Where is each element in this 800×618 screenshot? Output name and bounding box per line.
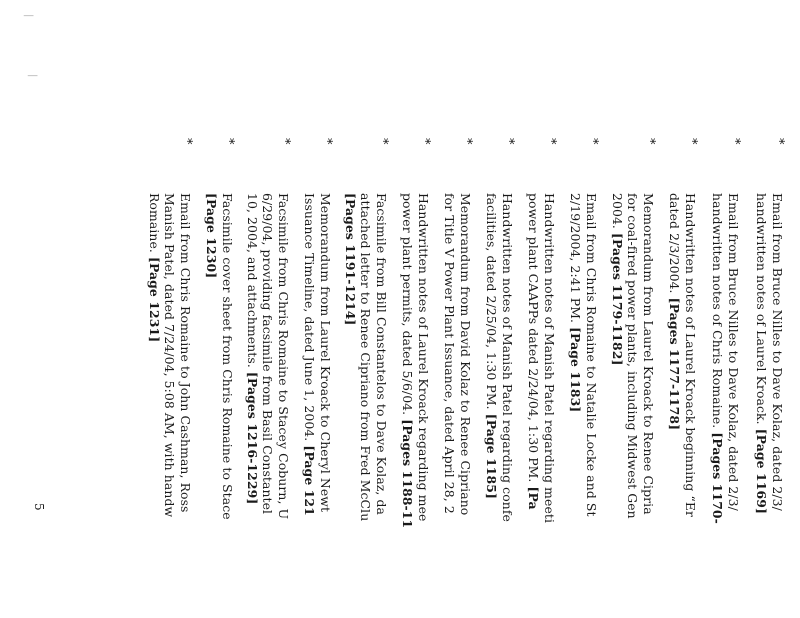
page-reference: [Page 1231] — [147, 256, 162, 343]
entry-text — [667, 193, 698, 517]
entry-text — [400, 193, 431, 528]
entry-line — [625, 193, 641, 519]
entry-line — [162, 193, 178, 517]
entry-line-text: Facsimile from Chris Romaine to Stacey Coburn, U — [276, 193, 291, 520]
page-reference: [Pages 1177-1178] — [667, 297, 683, 431]
entry-line — [610, 193, 626, 519]
bullet-marker: * — [459, 138, 474, 145]
entry-line-text: Email from Bruce Nilles to Dave Kolaz, dated 2/3/ — [770, 193, 785, 511]
entry-line-text: Facsimile from Bill Constantelos to Dave Kolaz, da — [374, 193, 389, 516]
entry-line — [442, 193, 458, 515]
entry-line — [400, 193, 416, 528]
entry-line — [754, 193, 770, 514]
entry-line — [416, 193, 432, 528]
page-reference: [Pa — [526, 486, 542, 510]
bullet-marker: * — [771, 138, 786, 145]
entry-line — [204, 193, 220, 520]
entry-line-text: Email from Chris Romaine to Natalie Locke and St — [584, 193, 599, 517]
bullet-marker: * — [319, 138, 334, 145]
bullet-marker: * — [179, 138, 194, 145]
entry-line — [245, 193, 261, 519]
page-reference: [Pages 1188-11 — [400, 419, 416, 529]
entry-line-text: power plant CAAPPs dated 2/24/04, 1:30 PM. — [526, 193, 542, 487]
bullet-marker: * — [684, 138, 699, 145]
entry-text — [710, 193, 741, 524]
page-reference: [Pages 1191-1214] — [343, 193, 358, 326]
entry-text — [204, 193, 235, 520]
entry-text — [568, 193, 599, 517]
entry-line — [260, 193, 276, 519]
entry-text — [245, 193, 292, 519]
entry-text — [526, 193, 557, 523]
entry-line — [641, 193, 657, 519]
entry-line-text: power plant permits, dated 5/6/04. — [400, 193, 416, 420]
bullet-marker: * — [375, 138, 390, 145]
entry-line-text: handwritten notes of Chris Romaine. — [710, 193, 726, 433]
scan-mark: | — [23, 14, 34, 18]
entry-line — [726, 193, 742, 524]
bullet-marker: * — [642, 138, 657, 145]
entry-line-text: Memorandum from Laurel Kroack to Renee Cipria — [641, 193, 656, 515]
page-reference: [Page 1169] — [754, 428, 770, 514]
entry-line-text: for coal-fired power plants, including Midwest Gen — [625, 193, 641, 519]
entry-line-text: Handwritten notes of Manish Patel regarding meeti — [542, 193, 557, 524]
entry-line-text: Memorandum from Laurel Kroack to Cheryl Newt — [318, 193, 333, 513]
page-reference: [Page 121 — [302, 445, 318, 516]
entry-line-text: Handwritten notes of Laurel Kroack beginning “Er — [683, 193, 698, 518]
entry-line-text: Email from Chris Romaine to John Cashman, Ross — [178, 193, 193, 513]
page-number: 5 — [32, 503, 46, 511]
entry-line — [710, 193, 726, 524]
page-reference: [Pages 1216-1229] — [245, 371, 260, 505]
entry-line — [770, 193, 786, 514]
entry-line-text: for Title V Power Plant Issuance, dated April 28, 2 — [442, 193, 458, 514]
entry-line — [343, 193, 359, 521]
entry-line-text: Romaine. — [147, 193, 162, 257]
entry-line — [484, 193, 500, 522]
entry-line-text: handwritten notes of Laurel Kroack. — [754, 193, 770, 429]
entry-text — [343, 193, 390, 521]
page-reference: [Pages 1179-1182] — [610, 233, 625, 366]
entry-line-text: 6/29/04, providing facsimile from Basil Constantel — [260, 193, 276, 515]
entry-text — [484, 193, 515, 522]
entry-line-text: Manish Patel, dated 7/24/04, 5:08 AM, with handw — [162, 193, 178, 518]
entry-line-text: 2/19/2004, 2:41 PM. — [568, 193, 584, 328]
entry-line-text: Handwritten notes of Laurel Kroack regarding mee — [416, 193, 431, 522]
bullet-marker: * — [727, 138, 742, 145]
entry-line — [147, 193, 163, 517]
entry-line-text: dated 2/3/2004. — [667, 193, 683, 298]
entry-line — [178, 193, 194, 517]
entry-line-text: 2004. — [610, 193, 625, 234]
bullet-marker: * — [221, 138, 236, 145]
entry-text — [147, 193, 194, 517]
entry-text — [442, 193, 473, 515]
page-reference: [Pages 1170- — [710, 432, 726, 524]
entry-line — [500, 193, 516, 522]
entry-line-text: Facsimile cover sheet from Chris Romaine to Stace — [220, 193, 235, 520]
entry-line — [302, 193, 318, 516]
entry-line-text: attached letter to Renee Cipriano from Fred McClu — [358, 193, 374, 522]
entry-line — [374, 193, 390, 521]
bullet-marker: * — [585, 138, 600, 145]
entry-line — [667, 193, 683, 517]
bullet-marker: * — [501, 138, 516, 145]
bullet-marker: * — [543, 138, 558, 145]
entry-line — [458, 193, 474, 515]
entry-line-text: Memorandum from David Kolaz to Renee Cipriano — [458, 193, 473, 516]
entry-line-text: Issuance Timeline, dated June 1, 2004. — [302, 193, 318, 446]
entry-line-text: 10, 2004, and attachments. — [245, 193, 260, 372]
page-reference: [Page 1185] — [484, 413, 500, 499]
bullet-marker: * — [277, 138, 292, 145]
entry-line — [220, 193, 236, 520]
entry-line-text: facilities, dated 2/25/04, 1:30 PM. — [484, 193, 500, 414]
entry-line — [584, 193, 600, 517]
entry-text — [754, 193, 785, 514]
entry-text — [610, 193, 657, 519]
entry-line-text: Email from Bruce Nilles to Dave Kolaz, dated 2/3/ — [726, 193, 741, 511]
page-reference: [Page 1183] — [568, 327, 584, 413]
scan-mark: | — [27, 74, 38, 78]
entry-line — [318, 193, 334, 516]
entry-line — [568, 193, 584, 517]
page-reference: [Page 1230] — [204, 193, 220, 279]
entry-text — [302, 193, 333, 516]
entry-line — [276, 193, 292, 519]
entry-line-text: Handwritten notes of Manish Patel regarding confe — [500, 193, 515, 522]
entry-line — [358, 193, 374, 521]
entry-line — [542, 193, 558, 523]
bullet-marker: * — [417, 138, 432, 145]
entry-line — [526, 193, 542, 523]
entry-line — [683, 193, 699, 517]
